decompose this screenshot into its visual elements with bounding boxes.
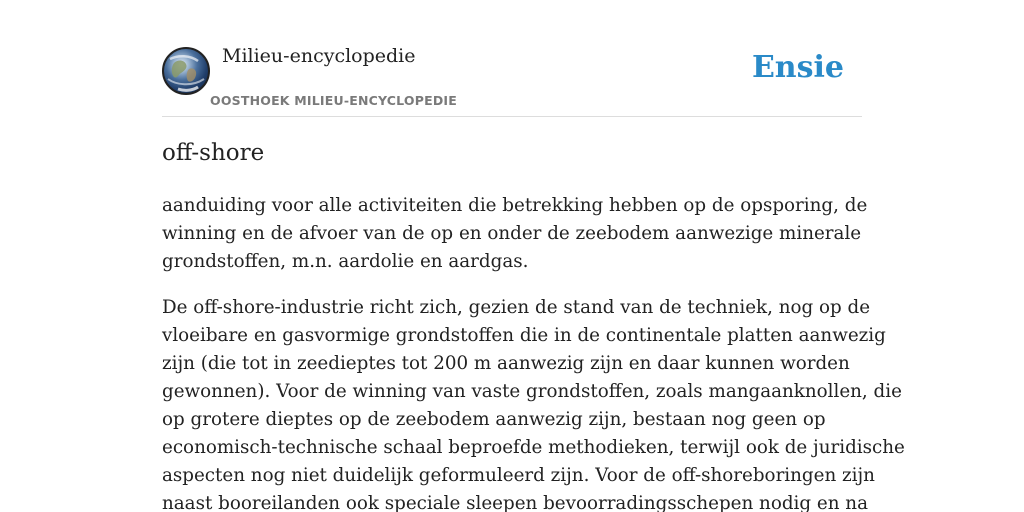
text-line: aspecten nog niet duidelijk geformuleerd zijn. Voor de off-shoreboringen zijn: [162, 465, 875, 486]
text-line: De off-shore-industrie richt zich, gezien de stand van de techniek, nog op de: [162, 297, 871, 318]
text-line: economisch-technische schaal beproefde methodieken, terwijl ook de juridische: [162, 437, 905, 458]
text-line: zijn (die tot in zeedieptes tot 200 m aanwezig zijn en daar kunnen worden: [162, 353, 850, 374]
text-line: winning en de afvoer van de op en onder de zeebodem aanwezige minerale: [162, 223, 862, 244]
text-line: gewonnen). Voor de winning van vaste grondstoffen, zoals mangaanknollen, die: [162, 381, 902, 402]
text-line: naast booreilanden ook speciale sleepen bevoorradingsschepen nodig en na: [162, 493, 868, 512]
article-title: off-shore: [162, 140, 265, 166]
text-line: grondstoffen, m.n. aardolie en aardgas.: [162, 251, 529, 272]
article-body: [162, 192, 905, 512]
earth-globe-icon[interactable]: [162, 47, 210, 95]
site-subtitle: OOSTHOEK MILIEU-ENCYCLOPEDIE: [210, 93, 457, 108]
text-line: vloeibare en gasvormige grondstoffen die in de continentale platten aanwezig: [162, 325, 886, 346]
content-container: [162, 0, 905, 512]
brand-logo[interactable]: Ensie: [751, 50, 844, 85]
site-title[interactable]: Milieu-encyclopedie: [222, 45, 416, 67]
paragraph-2: [162, 294, 905, 512]
paragraph-1: [162, 192, 868, 276]
text-line: aanduiding voor alle activiteiten die betrekking hebben op de opsporing, de: [162, 195, 868, 216]
header: [162, 0, 862, 117]
text-line: op grotere dieptes op de zeebodem aanwezig zijn, bestaan nog geen op: [162, 409, 826, 430]
